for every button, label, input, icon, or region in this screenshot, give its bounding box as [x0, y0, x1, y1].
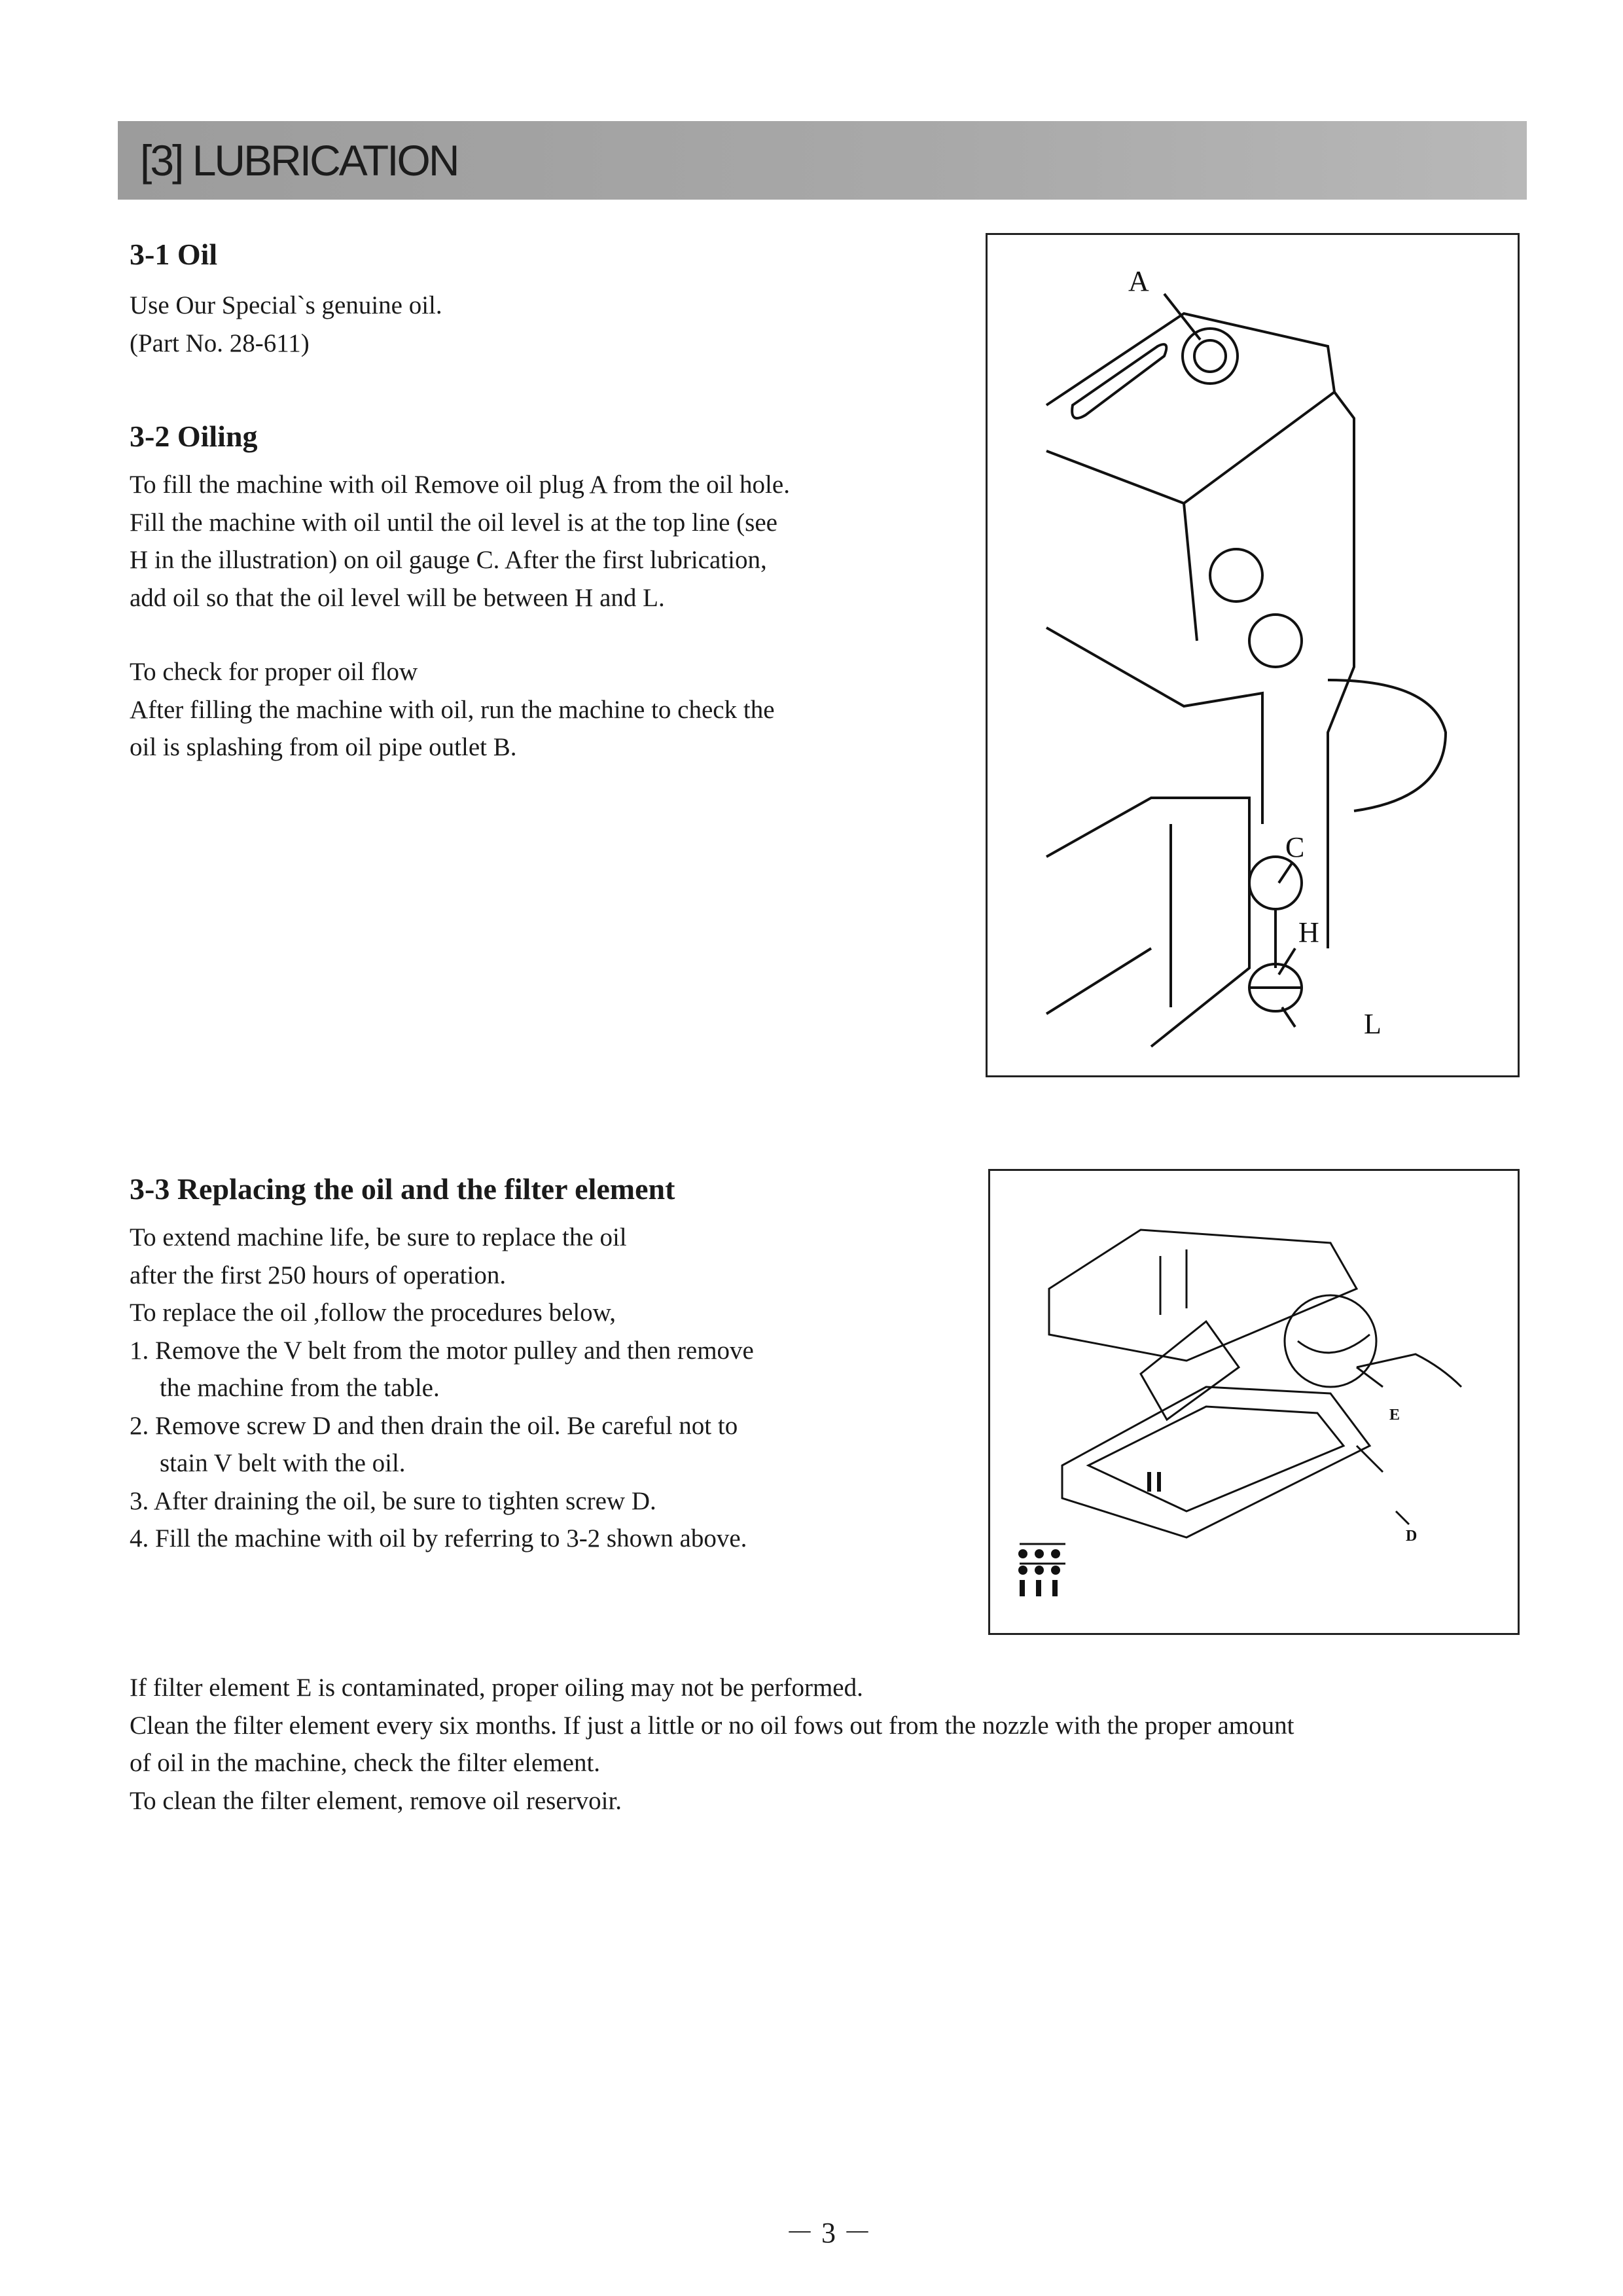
step-1-cont: the machine from the table.: [160, 1374, 440, 1402]
oil-reservoir-illustration: [988, 1169, 1520, 1635]
text-line: oil is splashing from oil pipe outlet B.: [130, 733, 517, 761]
filter-paragraph: [130, 1669, 1294, 1820]
page-number: － 3 －: [785, 2217, 872, 2249]
oiling-illustration: [986, 233, 1520, 1077]
heading-3-3: 3-3 Replacing the oil and the filter element: [130, 1172, 675, 1206]
text-line: To extend machine life, be sure to replace the oil: [130, 1223, 627, 1251]
text-line: To clean the filter element, remove oil reservoir.: [130, 1786, 622, 1815]
heading-3-1: 3-1 Oil: [130, 238, 218, 271]
section-header-band: [118, 121, 1527, 200]
text-line: add oil so that the oil level will be between H and L.: [130, 583, 665, 612]
label-c: C: [1285, 831, 1305, 863]
text-line: (Part No. 28-611): [130, 329, 310, 357]
replacing-paragraph: [130, 1219, 754, 1558]
text-line: If filter element E is contaminated, proper oiling may not be performed.: [130, 1674, 863, 1702]
label-l: L: [1364, 1008, 1382, 1040]
oil-flow-paragraph: [130, 653, 775, 766]
oiling-paragraph: [130, 466, 790, 617]
step-1: 1. Remove the V belt from the motor pulley and then remove: [130, 1336, 754, 1365]
text-line: after the first 250 hours of operation.: [130, 1261, 507, 1289]
step-2-cont: stain V belt with the oil.: [160, 1449, 406, 1477]
heading-3-2: 3-2 Oiling: [130, 420, 258, 453]
text-line: of oil in the machine, check the filter element.: [130, 1749, 601, 1777]
step-2: 2. Remove screw D and then drain the oil. Be careful not to: [130, 1411, 738, 1440]
label-a: A: [1128, 265, 1149, 297]
text-line: Clean the filter element every six months. If just a little or no oil fows out from the nozzle with the proper amount: [130, 1711, 1294, 1740]
text-line: Fill the machine with oil until the oil level is at the top line (see: [130, 508, 777, 537]
oil-paragraph: [130, 287, 442, 362]
text-line: After filling the machine with oil, run the machine to check the: [130, 695, 775, 724]
label-e: E: [1389, 1407, 1400, 1424]
text-line: To check for proper oil flow: [130, 658, 418, 686]
section-title: [3] LUBRICATION: [140, 136, 458, 185]
label-h: H: [1298, 916, 1319, 948]
text-line: To replace the oil ,follow the procedures below,: [130, 1299, 616, 1327]
label-d: D: [1406, 1528, 1418, 1545]
text-line: Use Our Special`s genuine oil.: [130, 291, 442, 319]
text-line: To fill the machine with oil Remove oil plug A from the oil hole.: [130, 471, 790, 499]
step-3: 3. After draining the oil, be sure to tighten screw D.: [130, 1486, 656, 1515]
text-line: H in the illustration) on oil gauge C. After the first lubrication,: [130, 546, 767, 574]
step-4: 4. Fill the machine with oil by referring to 3-2 shown above.: [130, 1524, 747, 1552]
